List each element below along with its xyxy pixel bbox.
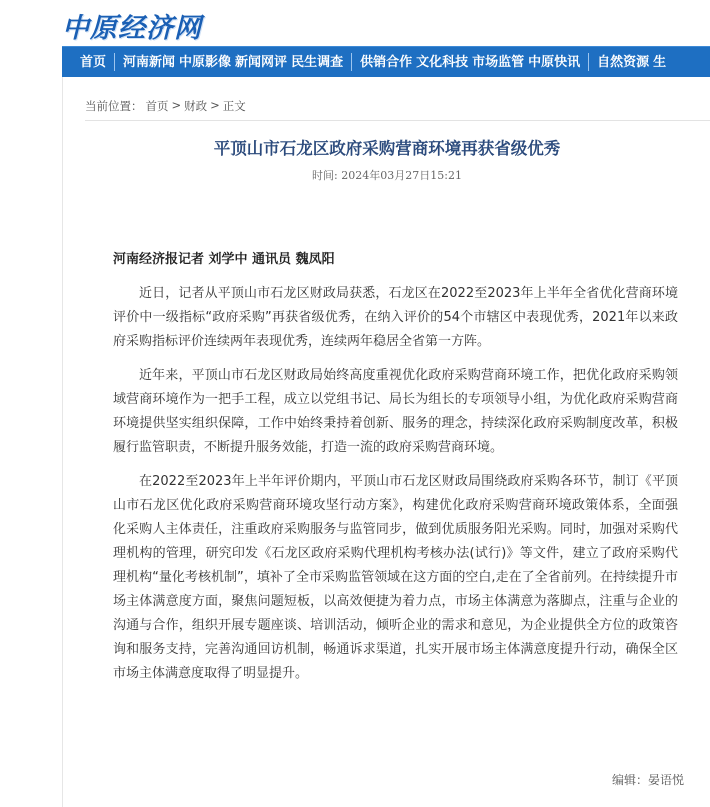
nav-item-supply-cooperation[interactable]: 供销合作 (360, 54, 413, 70)
main-nav (62, 46, 710, 77)
nav-item-culture-tech[interactable]: 文化科技 (416, 54, 469, 70)
breadcrumb-separator: > (171, 98, 182, 112)
breadcrumb-current: 正文 (222, 99, 246, 113)
site-logo[interactable]: 中原经济网 (62, 13, 202, 44)
article-time: 时间: 2024年03月27日15:21 (312, 169, 462, 182)
breadcrumb-prefix: 当前位置： (85, 99, 143, 113)
article-container (62, 77, 710, 807)
nav-item-livelihood-survey[interactable]: 民生调查 (291, 54, 344, 70)
nav-group-4 (595, 47, 668, 77)
nav-group-2 (121, 47, 345, 77)
nav-item-zhongyuan-express[interactable]: 中原快讯 (528, 54, 581, 70)
nav-item-home[interactable]: 首页 (80, 54, 107, 70)
nav-divider (114, 53, 115, 71)
nav-item-market-supervision[interactable]: 市场监管 (472, 54, 525, 70)
article-body (113, 248, 678, 696)
nav-item-truncated[interactable]: 生 (653, 54, 667, 70)
article-byline: 河南经济报记者 刘学中 通讯员 魏凤阳 (113, 252, 335, 267)
nav-divider (351, 53, 352, 71)
nav-item-news-commentary[interactable]: 新闻网评 (235, 54, 288, 70)
nav-group-3 (358, 47, 582, 77)
breadcrumb-separator: > (210, 98, 220, 112)
nav-group-1 (62, 47, 108, 77)
article-paragraph-3: 在2022至2023年上半年评价期内，平顶山市石龙区财政局围绕政府采购各环节，制订《平顶山市石龙区优化政府采购营商环境攻坚行动方案》，构建优化政府采购营商环境政策体系，全面强化采购人主体责任，注重政府采购服务与监管同步，做到优质服务阳光采购。同时，加强对采购代理机构的管理，研究印发《石龙区政府采购代理机构考核办法(试行)》等文件，建立了政府采购代理机构“量化考核机制”，填补了全市采购监管领域在这方面的空白,走在了全省前列。在持续提升市场主体满意度方面，聚焦问题短板，以高效便捷为着力点，市场主体满意为落脚点，注重与企业的沟通与合作，组织开展专题座谈、培训活动，倾听企业的需求和意见，为企业提供全方位的政策咨询和服务支持，完善沟通回访机制，畅通诉求渠道，扎实开展市场主体满意度提升行动，确保全区市场主体满意度取得了明显提升。 (113, 474, 678, 681)
article-paragraph-2: 近年来，平顶山市石龙区财政局始终高度重视优化政府采购营商环境工作，把优化政府采购领域营商环境作为一把手工程，成立以党组书记、局长为组长的专项领导小组，为优化政府采购营商环境提供坚实组织保障，工作中始终秉持着创新、服务的理念，持续深化政府采购制度改革，积极履行监管职责，不断提升服务效能，打造一流的政府采购营商环境。 (113, 368, 678, 455)
breadcrumb-home[interactable]: 首页 (145, 99, 169, 113)
breadcrumb-divider (85, 120, 710, 121)
article-paragraph-1: 近日，记者从平顶山市石龙区财政局获悉，石龙区在2022至2023年上半年全省优化营商环境评价中一级指标“政府采购”再获省级优秀，在纳入评价的54个市辖区中表现优秀，2021年以来政府采购指标评价连续两年表现优秀，连续两年稳居全省第一方阵。 (113, 286, 678, 349)
nav-item-henan-news[interactable]: 河南新闻 (123, 54, 176, 70)
article-title: 平顶山市石龙区政府采购营商环境再获省级优秀 (213, 139, 561, 158)
breadcrumb (85, 98, 246, 114)
article-editor: 编辑：晏语悦 (611, 773, 684, 787)
nav-divider (588, 53, 589, 71)
breadcrumb-section[interactable]: 财政 (184, 99, 208, 113)
nav-item-zhongyuan-images[interactable]: 中原影像 (179, 54, 232, 70)
site-header (0, 0, 710, 46)
nav-item-natural-resources[interactable]: 自然资源 (597, 54, 650, 70)
